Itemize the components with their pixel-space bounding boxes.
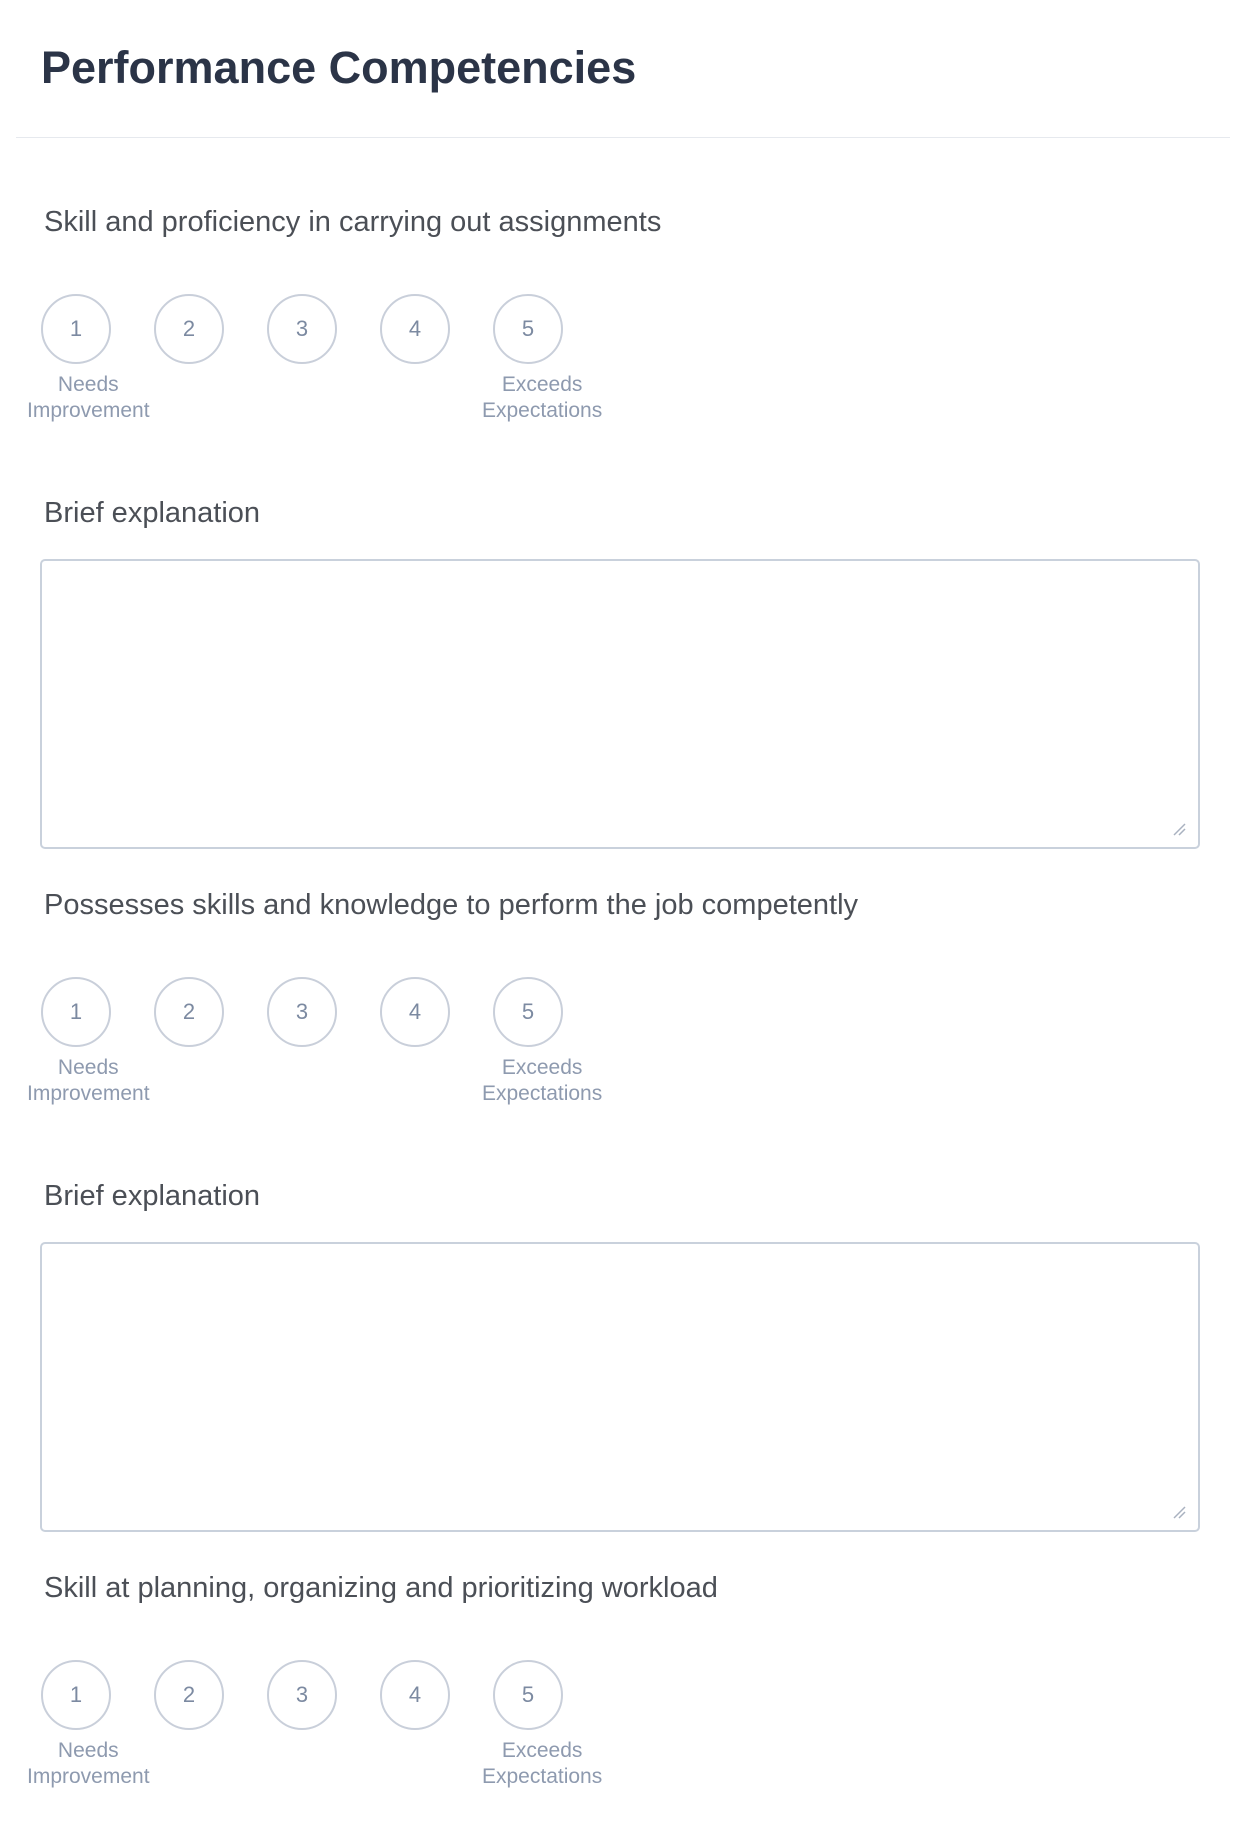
rating-scale-3: [27, 1660, 621, 1820]
scale-high-label-line2: Expectations: [482, 399, 603, 422]
rating-option-5[interactable]: 5: [493, 977, 563, 1047]
scale-high-label-line1: Exceeds: [501, 1056, 583, 1079]
rating-option-4[interactable]: 4: [380, 294, 450, 364]
explanation-label-2: Brief explanation: [44, 1180, 261, 1212]
scale-low-label: [27, 372, 150, 424]
rating-option-2[interactable]: 2: [154, 294, 224, 364]
question-label-2: Possesses skills and knowledge to perform the job competently: [44, 889, 859, 921]
scale-low-label-line2: Improvement: [27, 1765, 150, 1788]
scale-high-label-line1: Exceeds: [501, 1739, 583, 1762]
rating-option-1[interactable]: 1: [41, 1660, 111, 1730]
explanation-textarea-2[interactable]: [40, 1242, 1200, 1532]
scale-low-label-line2: Improvement: [27, 1082, 150, 1105]
rating-scale-1: [27, 294, 621, 454]
rating-option-5[interactable]: 5: [493, 1660, 563, 1730]
question-label-1: Skill and proficiency in carrying out assignments: [44, 206, 662, 238]
rating-option-4[interactable]: 4: [380, 977, 450, 1047]
scale-high-label: [482, 372, 602, 424]
scale-low-label-line1: Needs: [57, 373, 119, 396]
page-title: Performance Competencies: [41, 42, 637, 93]
scale-high-label-line1: Exceeds: [501, 373, 583, 396]
scale-low-label: [27, 1738, 150, 1790]
scale-high-label: [482, 1738, 602, 1790]
rating-option-1[interactable]: 1: [41, 294, 111, 364]
scale-low-label-line2: Improvement: [27, 399, 150, 422]
form-header: [16, 0, 1230, 138]
rating-option-5[interactable]: 5: [493, 294, 563, 364]
scale-high-label-line2: Expectations: [482, 1082, 603, 1105]
rating-option-4[interactable]: 4: [380, 1660, 450, 1730]
resize-grip-icon[interactable]: [1172, 1505, 1186, 1519]
scale-low-label-line1: Needs: [57, 1056, 119, 1079]
scale-high-label-line2: Expectations: [482, 1765, 603, 1788]
scale-high-label: [482, 1055, 602, 1107]
scale-low-label-line1: Needs: [57, 1739, 119, 1762]
rating-option-1[interactable]: 1: [41, 977, 111, 1047]
rating-option-2[interactable]: 2: [154, 977, 224, 1047]
question-label-3: Skill at planning, organizing and prioritizing workload: [44, 1572, 718, 1604]
rating-option-3[interactable]: 3: [267, 1660, 337, 1730]
explanation-textarea-1[interactable]: [40, 559, 1200, 849]
rating-option-3[interactable]: 3: [267, 294, 337, 364]
rating-option-3[interactable]: 3: [267, 977, 337, 1047]
resize-grip-icon[interactable]: [1172, 822, 1186, 836]
scale-low-label: [27, 1055, 150, 1107]
rating-scale-2: [27, 977, 621, 1137]
rating-option-2[interactable]: 2: [154, 1660, 224, 1730]
explanation-label-1: Brief explanation: [44, 497, 261, 529]
